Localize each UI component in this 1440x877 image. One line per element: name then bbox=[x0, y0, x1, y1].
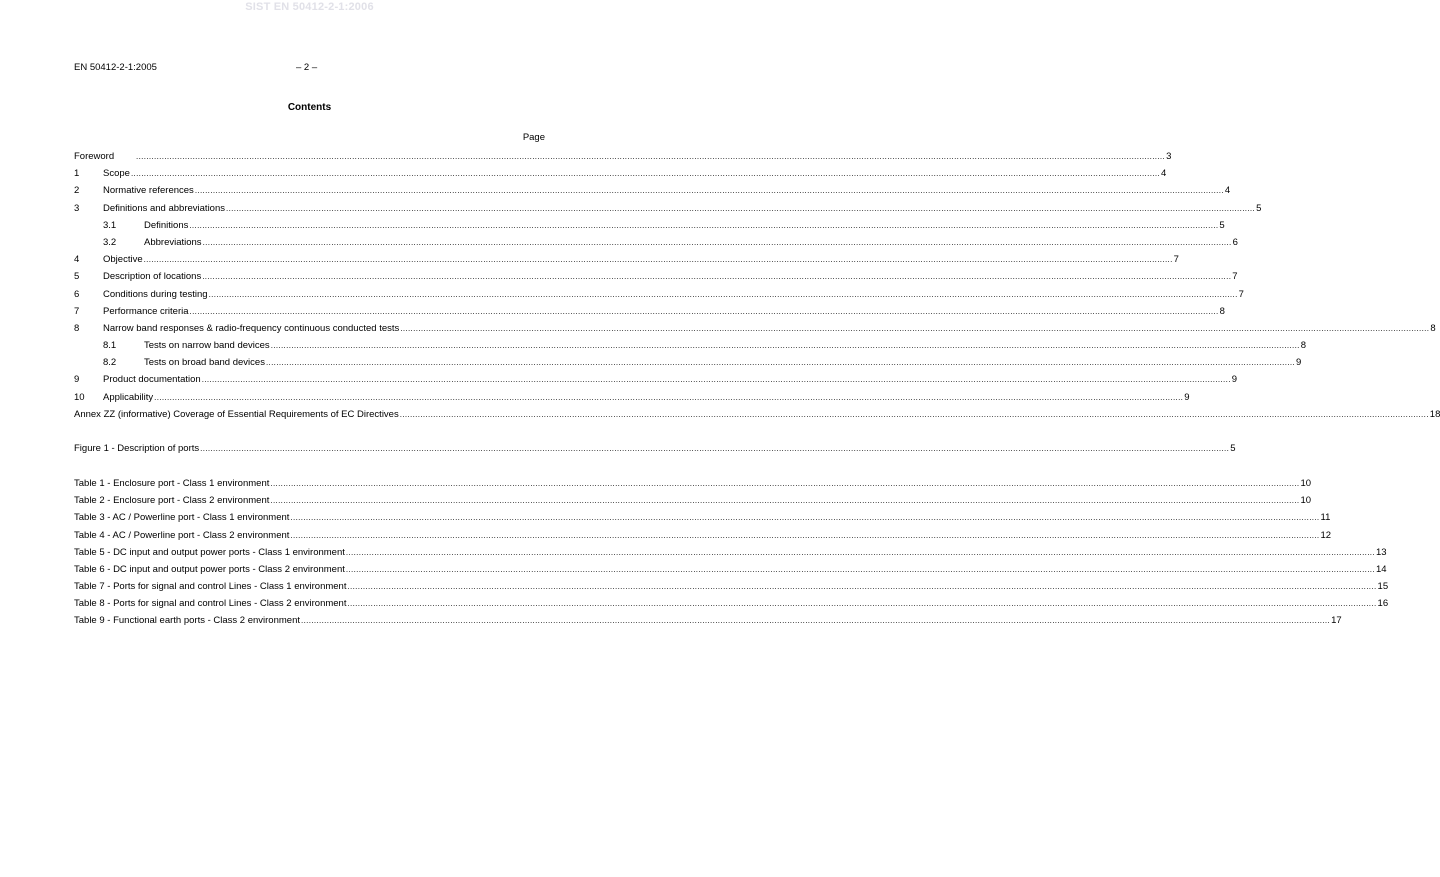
toc-entry-number: 8.1 bbox=[103, 340, 117, 352]
dot-leader: ................................................................................................................................................................................................................................................................................................................................................................................................................ bbox=[345, 564, 1375, 574]
toc-entry[interactable] bbox=[74, 167, 1167, 184]
toc-entry-label: Table 5 - DC input and output power ports - Class 1 environment bbox=[74, 546, 345, 558]
table-list-entry[interactable] bbox=[74, 477, 1312, 494]
dot-leader: ................................................................................................................................................................................................................................................................................................................................................................................................................ bbox=[136, 152, 1166, 161]
toc-entry-number: 1 bbox=[74, 168, 80, 180]
dot-leader: ................................................................................................................................................................................................................................................................................................................................................................................................................ bbox=[202, 237, 1232, 247]
section-spacer bbox=[74, 425, 545, 442]
dot-leader: ................................................................................................................................................................................................................................................................................................................................................................................................................ bbox=[290, 530, 1320, 540]
dot-leader: ................................................................................................................................................................................................................................................................................................................................................................................................................ bbox=[202, 272, 1232, 282]
toc-entry-label: Definitions bbox=[144, 219, 189, 231]
toc-entry[interactable] bbox=[74, 373, 1238, 390]
toc-entry-label: Applicability bbox=[103, 391, 154, 403]
dot-leader: ................................................................................................................................................................................................................................................................................................................................................................................................................ bbox=[154, 392, 1184, 402]
toc-entry-label: Normative references bbox=[103, 185, 194, 197]
toc-entry-label: Figure 1 - Description of ports bbox=[74, 443, 200, 455]
dot-leader: ................................................................................................................................................................................................................................................................................................................................................................................................................ bbox=[399, 409, 1429, 419]
figure-list-entry[interactable] bbox=[74, 442, 1236, 459]
toc-entry-label: Narrow band responses & radio-frequency continuous conducted tests bbox=[103, 322, 400, 334]
toc-entry-label: Objective bbox=[103, 254, 143, 266]
table-list-entry[interactable] bbox=[74, 580, 1389, 597]
toc-entry-page: 14 bbox=[1375, 563, 1387, 575]
toc-entry[interactable] bbox=[74, 408, 1440, 425]
dot-leader: ................................................................................................................................................................................................................................................................................................................................................................................................................ bbox=[130, 169, 1160, 179]
toc-entry[interactable] bbox=[74, 150, 1172, 167]
toc-entry-number: 8.2 bbox=[103, 357, 117, 369]
toc-entry-label: Annex ZZ (informative) Coverage of Essential Requirements of EC Directives bbox=[74, 408, 399, 420]
toc-entry-label: Tests on narrow band devices bbox=[144, 340, 270, 352]
document-id: EN 50412-2-1:2005 bbox=[74, 62, 157, 73]
toc-entry-page: 4 bbox=[1161, 168, 1167, 180]
toc-entry-number: 9 bbox=[74, 374, 80, 386]
toc-entry-page: 5 bbox=[1219, 219, 1225, 231]
toc-entry-label: Table 7 - Ports for signal and control Lines - Class 1 environment bbox=[74, 581, 347, 593]
toc-entry-label: Abbreviations bbox=[144, 236, 202, 248]
toc-entry[interactable] bbox=[74, 253, 1179, 270]
toc-entry[interactable] bbox=[74, 184, 1231, 201]
table-list-entry[interactable] bbox=[74, 546, 1387, 563]
toc-entry-page: 12 bbox=[1320, 529, 1332, 541]
dot-leader: ................................................................................................................................................................................................................................................................................................................................................................................................................ bbox=[143, 255, 1173, 265]
page-title: Contents bbox=[287, 102, 332, 113]
toc-entry-label: Product documentation bbox=[103, 374, 201, 386]
toc-entry-label: Performance criteria bbox=[103, 305, 189, 317]
toc-entry-number: 3 bbox=[74, 202, 80, 214]
dot-leader: ................................................................................................................................................................................................................................................................................................................................................................................................................ bbox=[347, 599, 1377, 609]
dot-leader: ................................................................................................................................................................................................................................................................................................................................................................................................................ bbox=[226, 203, 1256, 213]
dot-leader: ................................................................................................................................................................................................................................................................................................................................................................................................................ bbox=[189, 220, 1219, 230]
dot-leader: ................................................................................................................................................................................................................................................................................................................................................................................................................ bbox=[189, 306, 1219, 316]
toc-entry-label: Table 6 - DC input and output power ports - Class 2 environment bbox=[74, 563, 345, 575]
toc-entry-label: Conditions during testing bbox=[103, 288, 208, 300]
toc-entry-page: 5 bbox=[1230, 443, 1236, 455]
toc-entry-number: 10 bbox=[74, 391, 85, 403]
table-list-entry[interactable] bbox=[74, 529, 1332, 546]
toc-entry-number: 2 bbox=[74, 185, 80, 197]
toc-entry[interactable] bbox=[74, 270, 1238, 287]
toc-entry-page: 15 bbox=[1377, 581, 1389, 593]
table-of-contents bbox=[74, 150, 1440, 632]
toc-entry-page: 17 bbox=[1331, 615, 1342, 627]
toc-entry[interactable] bbox=[74, 322, 1436, 339]
toc-entry-number: 8 bbox=[74, 322, 80, 334]
dot-leader: ................................................................................................................................................................................................................................................................................................................................................................................................................ bbox=[270, 341, 1300, 351]
dot-leader: ................................................................................................................................................................................................................................................................................................................................................................................................................ bbox=[400, 323, 1430, 333]
dot-leader: ................................................................................................................................................................................................................................................................................................................................................................................................................ bbox=[301, 616, 1331, 626]
toc-entry-page: 8 bbox=[1300, 340, 1307, 352]
toc-entry-page: 9 bbox=[1296, 357, 1302, 369]
toc-entry-page: 11 bbox=[1320, 512, 1331, 524]
toc-entry[interactable] bbox=[74, 356, 1302, 373]
dot-leader: ................................................................................................................................................................................................................................................................................................................................................................................................................ bbox=[290, 513, 1320, 523]
toc-entry-page: 13 bbox=[1375, 546, 1387, 558]
page-number: – 2 – bbox=[296, 62, 318, 73]
dot-leader: ................................................................................................................................................................................................................................................................................................................................................................................................................ bbox=[201, 375, 1231, 385]
toc-entry-page: 9 bbox=[1184, 391, 1190, 403]
table-list-entry[interactable] bbox=[74, 597, 1389, 614]
toc-entry-label: Table 2 - Enclosure port - Class 2 environment bbox=[74, 495, 270, 507]
dot-leader: ................................................................................................................................................................................................................................................................................................................................................................................................................ bbox=[270, 496, 1300, 506]
toc-entry-page: 7 bbox=[1238, 288, 1244, 300]
toc-entry[interactable] bbox=[74, 391, 1190, 408]
toc-entry-page: 18 bbox=[1429, 408, 1440, 420]
dot-leader: ................................................................................................................................................................................................................................................................................................................................................................................................................ bbox=[270, 478, 1300, 488]
dot-leader: ................................................................................................................................................................................................................................................................................................................................................................................................................ bbox=[200, 444, 1230, 454]
toc-entry-label: Description of locations bbox=[103, 271, 202, 283]
toc-entry-label: Tests on broad band devices bbox=[144, 357, 265, 369]
toc-entry-number: 3.2 bbox=[103, 236, 117, 248]
dot-leader: ................................................................................................................................................................................................................................................................................................................................................................................................................ bbox=[208, 289, 1238, 299]
toc-entry-page: 9 bbox=[1231, 374, 1238, 386]
toc-entry-page: 10 bbox=[1300, 477, 1312, 489]
toc-entry-number: 5 bbox=[74, 271, 80, 283]
toc-entry-label: Table 3 - AC / Powerline port - Class 1 environment bbox=[74, 512, 290, 524]
toc-entry-page: 10 bbox=[1300, 495, 1312, 507]
toc-entry-page: 7 bbox=[1173, 254, 1179, 266]
watermark: SIST EN 50412-2-1:2006 bbox=[245, 1, 374, 13]
page-column-label: Page bbox=[522, 132, 545, 143]
toc-entry-page: 3 bbox=[1166, 151, 1172, 162]
toc-entry-label: Definitions and abbreviations bbox=[103, 202, 225, 214]
dot-leader: ................................................................................................................................................................................................................................................................................................................................................................................................................ bbox=[347, 582, 1377, 592]
dot-leader: ................................................................................................................................................................................................................................................................................................................................................................................................................ bbox=[194, 186, 1224, 196]
toc-entry-page: 7 bbox=[1232, 271, 1238, 283]
toc-entry[interactable] bbox=[74, 219, 1225, 236]
toc-entry-page: 5 bbox=[1256, 202, 1262, 214]
toc-entry[interactable] bbox=[74, 305, 1225, 322]
toc-entry-number: 7 bbox=[74, 305, 80, 317]
toc-entry-page: 16 bbox=[1377, 598, 1389, 610]
table-list-entry[interactable] bbox=[74, 494, 1312, 511]
toc-entry-number: 6 bbox=[74, 288, 80, 300]
section-spacer bbox=[74, 460, 545, 477]
toc-entry[interactable] bbox=[74, 339, 1307, 356]
toc-entry-label: Table 4 - AC / Powerline port - Class 2 environment bbox=[74, 529, 290, 541]
toc-entry-page: 4 bbox=[1224, 185, 1231, 197]
toc-entry[interactable] bbox=[74, 202, 1262, 219]
toc-entry-page: 8 bbox=[1430, 322, 1436, 334]
toc-entry-label: Table 8 - Ports for signal and control Lines - Class 2 environment bbox=[74, 598, 347, 610]
toc-entry[interactable] bbox=[74, 288, 1244, 305]
toc-entry-page: 8 bbox=[1219, 305, 1225, 317]
table-list-entry[interactable] bbox=[74, 614, 1342, 631]
dot-leader: ................................................................................................................................................................................................................................................................................................................................................................................................................ bbox=[265, 358, 1296, 368]
toc-entry-number: 3.1 bbox=[103, 219, 117, 231]
table-list-entry[interactable] bbox=[74, 563, 1387, 580]
toc-entry-label: Table 9 - Functional earth ports - Class 2 environment bbox=[74, 615, 300, 627]
toc-entry-label: Foreword bbox=[74, 151, 115, 162]
dot-leader: ................................................................................................................................................................................................................................................................................................................................................................................................................ bbox=[345, 547, 1375, 557]
toc-entry-number: 4 bbox=[74, 254, 80, 266]
toc-entry[interactable] bbox=[74, 236, 1238, 253]
toc-entry-page: 6 bbox=[1232, 236, 1238, 248]
table-list-entry[interactable] bbox=[74, 511, 1331, 528]
toc-entry-label: Scope bbox=[103, 168, 130, 180]
toc-entry-label: Table 1 - Enclosure port - Class 1 environment bbox=[74, 477, 270, 489]
